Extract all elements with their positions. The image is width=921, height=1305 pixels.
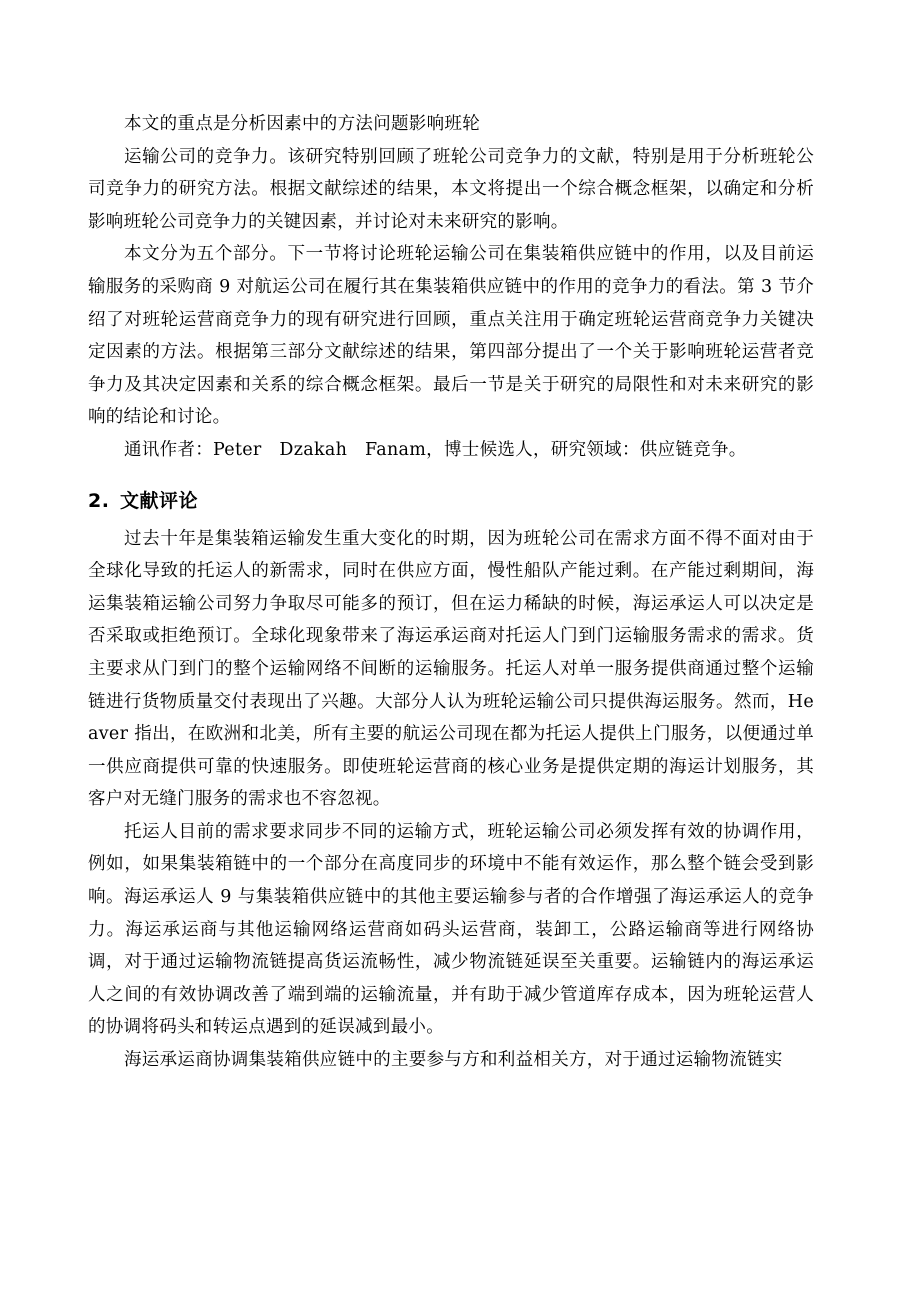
- section-2-heading: [88, 485, 814, 517]
- intro-paragraph-3: 本文分为五个部分。下一节将讨论班轮运输公司在集装箱供应链中的作用，以及目前运输服务的采购商 9 对航运公司在履行其在集装箱供应链中的作用的竞争力的看法。第 3 节介绍了对班轮运营商竞争力的现有研究进行回顾，重点关注用于确定班轮运营商竞争力关键决定因素的方法。根据第三部分文献综述的结果，第四部分提出了一个关于影响班轮运营者竞争力及其决定因素和关系的综合概念框架。最后一节是关于研究的局限性和对未来研究的影响的结论和讨论。: [88, 244, 814, 428]
- section-2-paragraph-1: 过去十年是集装箱运输发生重大变化的时期，因为班轮公司在需求方面不得不面对由于全球化导致的托运人的新需求，同时在供应方面，慢性船队产能过剩。在产能过剩期间，海运集装箱运输公司努力争取尽可能多的预订，但在运力稀缺的时候，海运承运人可以决定是否采取或拒绝预订。全球化现象带来了海运承运商对托运人门到门运输服务需求的需求。货主要求从门到门的整个运输网络不间断的运输服务。托运人对单一服务提供商通过整个运输链进行货物质量交付表现出了兴趣。大部分人认为班轮运输公司只提供海运服务。然而，Heaver 指出，在欧洲和北美，所有主要的航运公司现在都为托运人提供上门服务，以便通过单一供应商提供可靠的快速服务。即使班轮运营商的核心业务是提供定期的海运计划服务，其客户对无缝门服务的需求也不容忽视。: [88, 528, 814, 810]
- intro-paragraph-1: 本文的重点是分析因素中的方法问题影响班轮: [124, 114, 480, 134]
- intro-paragraph-2: 运输公司的竞争力。该研究特别回顾了班轮公司竞争力的文献，特别是用于分析班轮公司竞争力的研究方法。根据文献综述的结果，本文将提出一个综合概念框架，以确定和分析影响班轮公司竞争力的关键因素，并讨论对未来研究的影响。: [88, 146, 814, 232]
- section-2-paragraph-2: 托运人目前的需求要求同步不同的运输方式，班轮运输公司必须发挥有效的协调作用，例如，如果集装箱链中的一个部分在高度同步的环境中不能有效运作，那么整个链会受到影响。海运承运人 9 与集装箱供应链中的其他主要运输参与者的合作增强了海运承运人的竞争力。海运承运商与其他运输网络运营商如码头运营商，装卸工，公路运输商等进行网络协调，对于通过运输物流链提高货运流畅性，减少物流链延误至关重要。运输链内的海运承运人之间的有效协调改善了端到端的运输流量，并有助于减少管道库存成本，因为班轮运营人的协调将码头和转运点遇到的延误减到最小。: [88, 821, 814, 1038]
- page-content: [88, 108, 814, 1077]
- section-2-number: 2.: [88, 489, 110, 512]
- section-2-paragraph-3: 海运承运商协调集装箱供应链中的主要参与方和利益相关方，对于通过运输物流链实: [124, 1050, 783, 1071]
- section-2-title: 文献评论: [120, 489, 199, 512]
- corresponding-author-note: 通讯作者：Peter Dzakah Fanam，博士候选人，研究领域：供应链竞争。: [124, 439, 747, 460]
